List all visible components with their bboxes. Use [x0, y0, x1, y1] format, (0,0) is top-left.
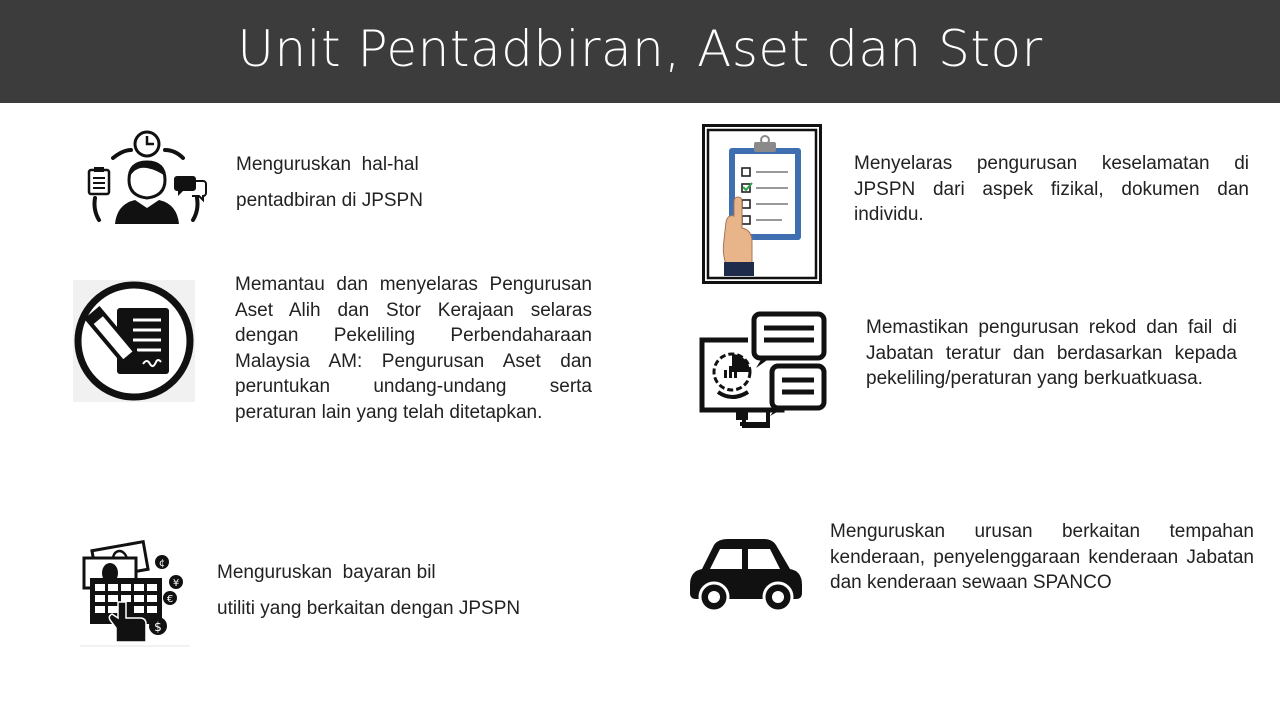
vehicles-text: Menguruskan urusan berkaitan tempahan kenderaan, penyelenggaraan kenderaan Jabatan dan kenderaan sewaan SPANCO	[830, 521, 1254, 594]
money-calculator-hand-icon	[80, 540, 190, 648]
svg-text:€: €	[166, 594, 174, 605]
car-icon	[686, 537, 806, 613]
clipboard-checklist-icon	[702, 124, 822, 284]
page-title: Unit Pentadbiran, Aset dan Stor	[237, 19, 1043, 78]
assets-text: Memantau dan menyelaras Pengurusan Aset Alih dan Stor Kerajaan selaras dengan Pekeliling Perbendaharaan Malaysia AM: Pengurusan Aset dan peruntukan undang-undang serta peraturan lain yang telah ditetapkan.	[235, 274, 592, 423]
bills-text	[217, 560, 597, 621]
svg-text:$: $	[154, 620, 162, 634]
bills-text-line-2: utiliti yang berkaitan dengan JPSPN	[217, 597, 521, 619]
bills-text-line-1: Menguruskan bayaran bil	[217, 562, 436, 583]
records-text: Memastikan pengurusan rekod dan fail di Jabatan teratur dan berdasarkan kepada pekeliling/peraturan yang berkuatkuasa.	[866, 317, 1237, 390]
safety-text: Menyelaras pengurusan keselamatan di JPSPN dari aspek fizikal, dokumen dan individu.	[854, 153, 1249, 226]
admin-text	[236, 152, 496, 213]
svg-text:¢: ¢	[158, 558, 166, 569]
admin-text-line-1: Menguruskan hal-hal	[236, 154, 419, 175]
svg-text:¥: ¥	[172, 578, 180, 589]
person-with-clock-and-documents-icon	[85, 128, 211, 226]
pen-and-document-circle-icon	[73, 280, 195, 402]
header-bar	[0, 0, 1280, 103]
admin-text-line-2: pentadbiran di JPSPN	[236, 189, 423, 211]
monitor-chart-chat-icon	[696, 310, 828, 430]
